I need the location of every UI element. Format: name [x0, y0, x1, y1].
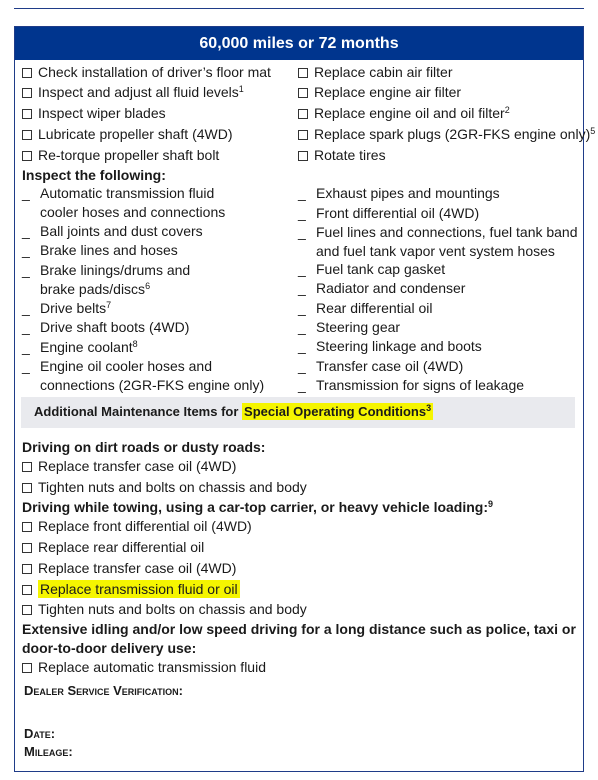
check-item[interactable] [22, 580, 240, 598]
check-item[interactable]: Replace cabin air filter [298, 63, 453, 81]
footnote-ref: 1 [238, 84, 244, 94]
check-item[interactable]: Replace engine oil and oil filter$^2$ [298, 104, 510, 122]
check-item[interactable]: Replace front differential oil (4WD) [22, 517, 252, 535]
check-item[interactable]: Replace spark plugs (2GR-FKS engine only)$^5$ [298, 125, 595, 143]
check-item[interactable]: Inspect wiper blades [22, 104, 166, 122]
check-item[interactable]: Tighten nuts and bolts on chassis and body [22, 478, 307, 496]
checkbox[interactable] [22, 564, 32, 574]
check-item[interactable]: Replace rear differential oil [22, 538, 204, 556]
mileage-label: Mileage: [24, 744, 73, 759]
checkbox[interactable] [22, 88, 32, 98]
highlight: Special Operating Conditions$^3$ [244, 403, 432, 419]
checkbox[interactable] [298, 88, 308, 98]
check-item[interactable]: Inspect and adjust all fluid levels$^1$ [22, 83, 244, 101]
check-item[interactable]: Tighten nuts and bolts on chassis and body [22, 600, 307, 618]
checkbox[interactable] [22, 109, 32, 119]
checkbox[interactable] [298, 151, 308, 161]
checkbox[interactable] [22, 663, 32, 673]
checkbox[interactable] [22, 543, 32, 553]
inspect-heading: Inspect the following: [22, 167, 166, 183]
checkbox[interactable] [298, 130, 308, 140]
interval-header: 60,000 miles or 72 months [15, 27, 583, 60]
check-item[interactable]: Lubricate propeller shaft (4WD) [22, 125, 233, 143]
checkbox[interactable] [22, 483, 32, 493]
checkbox[interactable] [22, 130, 32, 140]
idling-heading-cont: door-to-door delivery use: [22, 640, 197, 656]
towing-heading: Driving while towing, using a car-top carrier, or heavy vehicle loading:$^9$ [22, 499, 494, 515]
dirt-roads-heading: Driving on dirt roads or dusty roads: [22, 439, 266, 455]
check-item[interactable]: Replace transfer case oil (4WD) [22, 559, 236, 577]
checkbox[interactable] [22, 462, 32, 472]
checkbox[interactable] [22, 605, 32, 615]
special-conditions-title: Additional Maintenance Items for Special Operating Conditions$^3$ [34, 403, 432, 419]
check-item[interactable]: Check installation of driver’s floor mat [22, 63, 271, 81]
checkbox[interactable] [22, 522, 32, 532]
dealer-verification-label: Dealer Service Verification: [24, 683, 183, 698]
footnote-ref: 5 [590, 126, 596, 136]
check-item[interactable]: Rotate tires [298, 146, 386, 164]
checkbox[interactable] [22, 151, 32, 161]
checkbox[interactable] [298, 109, 308, 119]
check-item[interactable]: Replace transfer case oil (4WD) [22, 457, 236, 475]
check-item[interactable]: Re-torque propeller shaft bolt [22, 146, 219, 164]
check-item[interactable]: Replace engine air filter [298, 83, 461, 101]
top-rule [14, 8, 584, 9]
checkbox[interactable] [22, 585, 32, 595]
date-label: Date: [24, 726, 56, 741]
footnote-ref: 2 [504, 105, 510, 115]
checkbox[interactable] [22, 68, 32, 78]
checkbox[interactable] [298, 68, 308, 78]
highlight: Replace transmission fluid or oil [40, 581, 238, 597]
idling-heading: Extensive idling and/or low speed driving for a long distance such as police, taxi or [22, 621, 576, 637]
check-item[interactable]: Replace automatic transmission fluid [22, 658, 266, 676]
